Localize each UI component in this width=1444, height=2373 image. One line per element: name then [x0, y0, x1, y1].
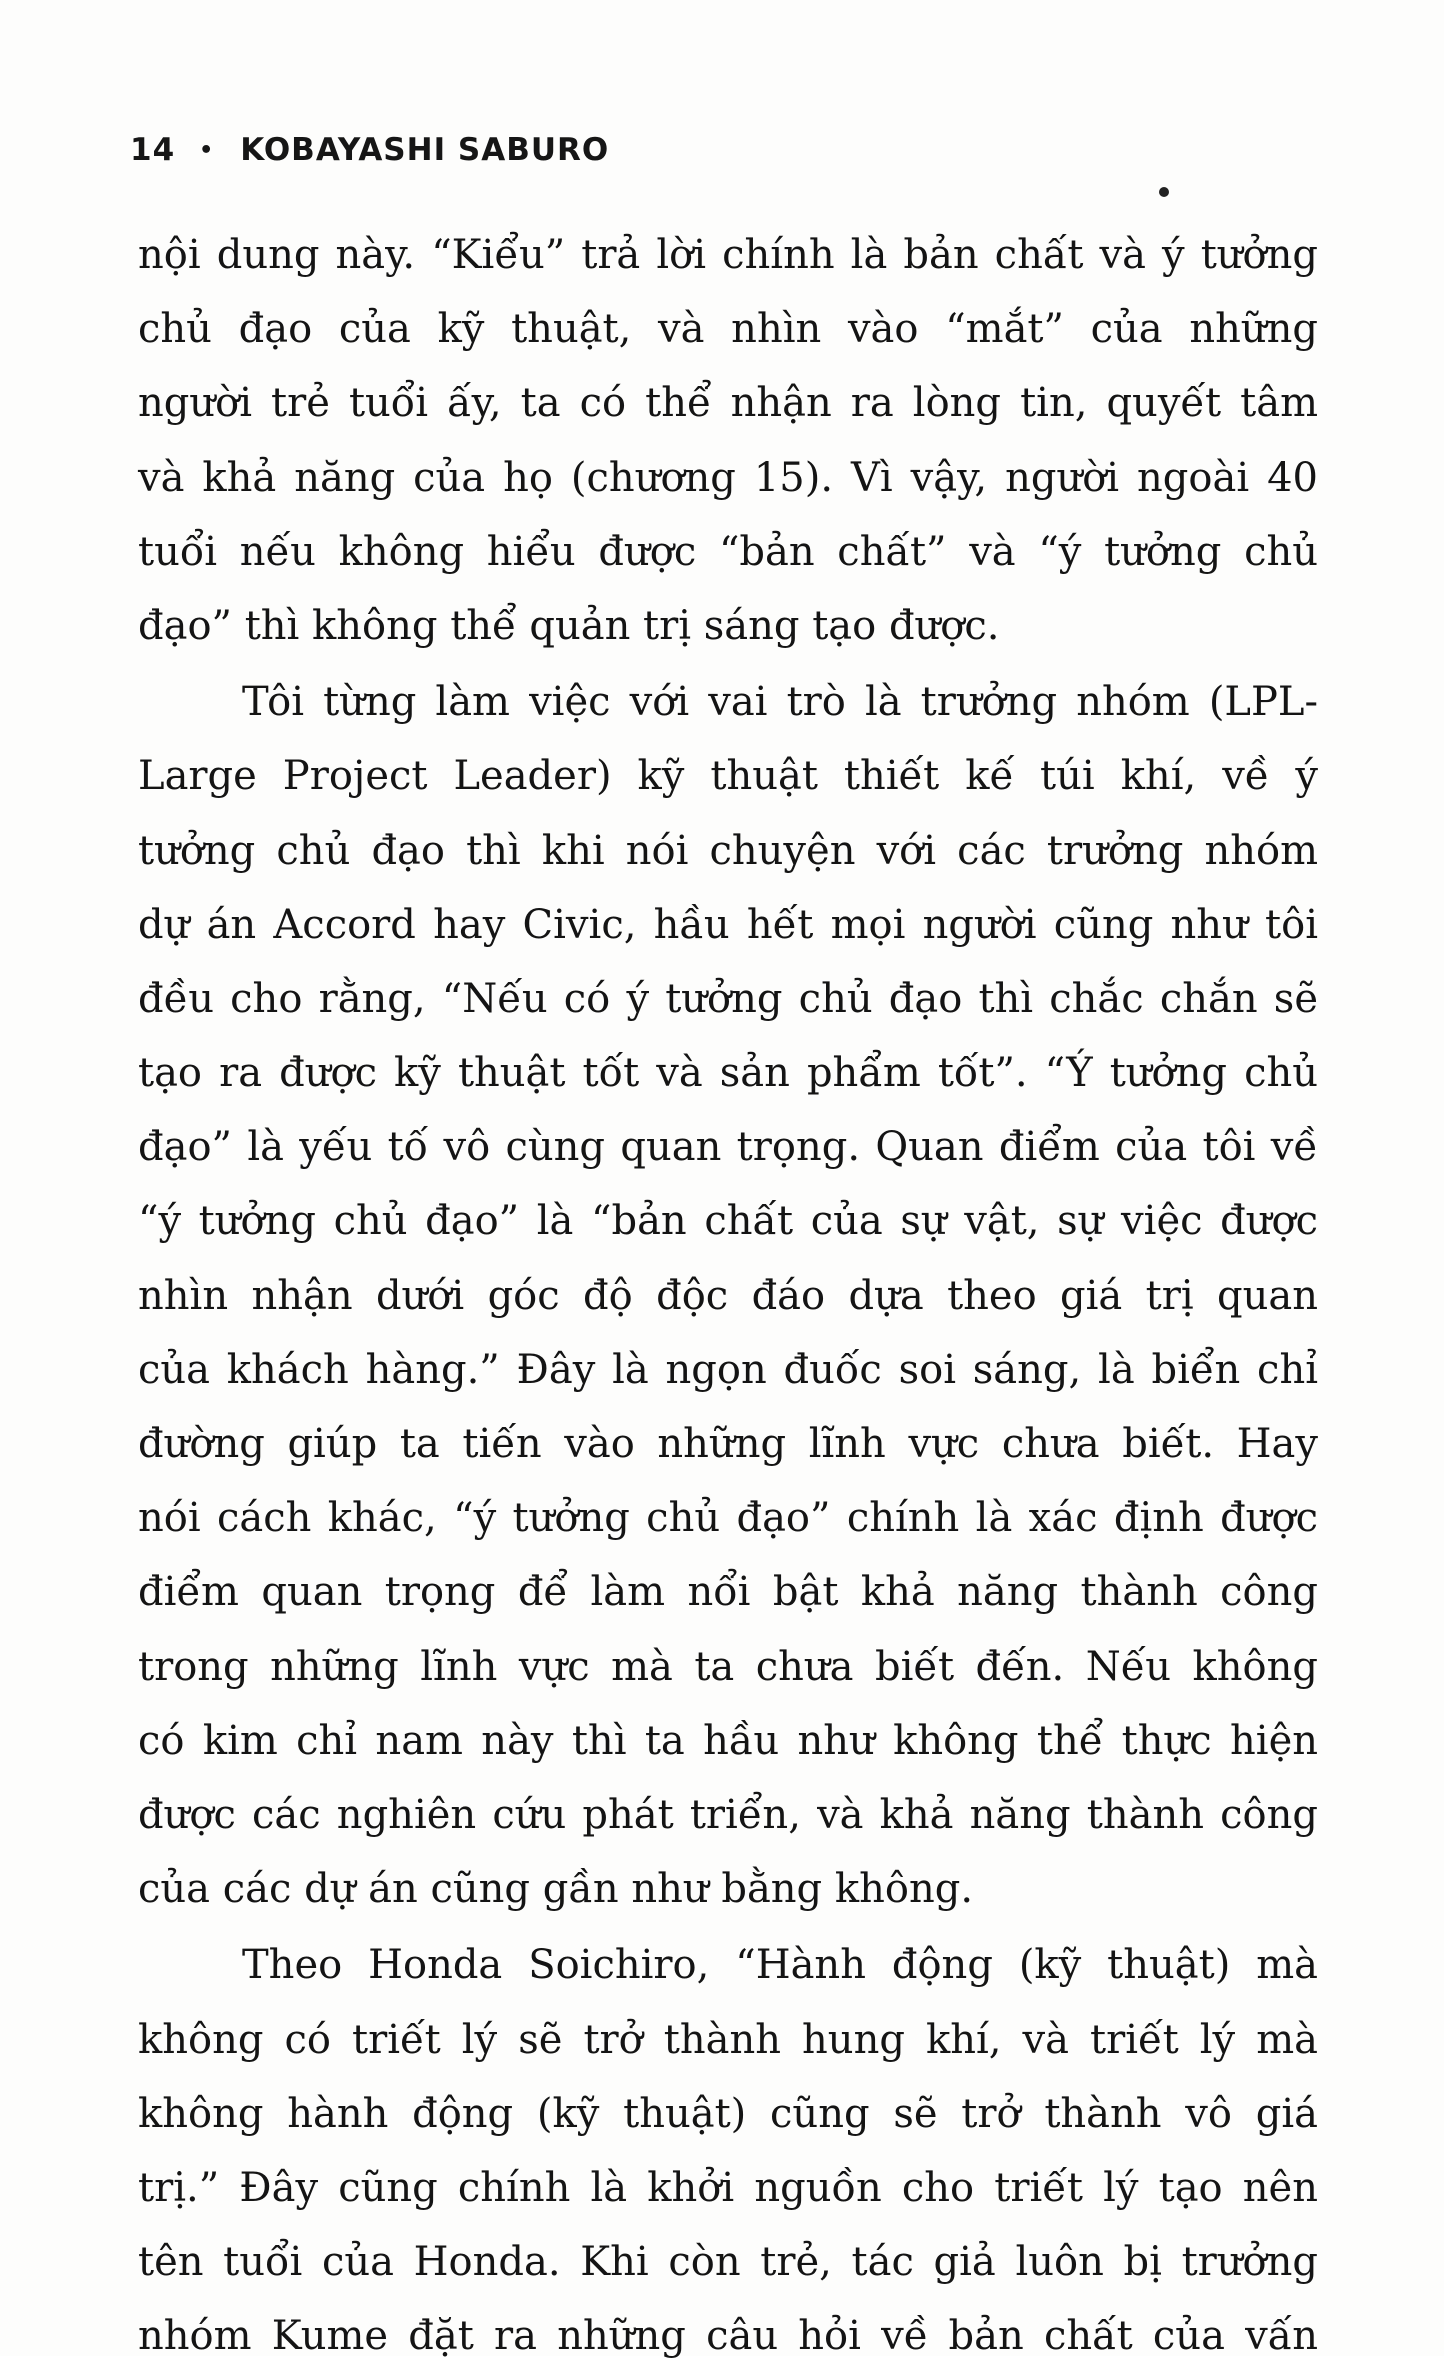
page-number: 14 — [130, 132, 176, 168]
text-line: được các nghiên cứu phát triển, và khả năng thành công — [138, 1791, 1318, 1838]
text-line: đường giúp ta tiến vào những lĩnh vực chưa biết. Hay — [138, 1421, 1318, 1467]
text-line: tưởng chủ đạo thì khi nói chuyện với các trưởng nhóm — [138, 827, 1318, 874]
text-line: và khả năng của họ (chương 15). Vì vậy, người ngoài 40 — [138, 454, 1318, 501]
text-line: chủ đạo của kỹ thuật, và nhìn vào “mắt” của những — [138, 306, 1318, 353]
text-line: nhìn nhận dưới góc độ độc đáo dựa theo giá trị quan — [138, 1272, 1318, 1319]
text-line: không hành động (kỹ thuật) cũng sẽ trở thành vô giá — [138, 2090, 1318, 2137]
text-line: nhóm Kume đặt ra những câu hỏi về bản chất của vấn — [138, 2313, 1318, 2360]
text-line: không có triết lý sẽ trở thành hung khí, và triết lý mà — [138, 2016, 1318, 2063]
text-line: đạo” thì không thể quản trị sáng tạo được. — [138, 602, 1000, 649]
paragraph-1 — [138, 218, 1318, 663]
text-line: nói cách khác, “ý tưởng chủ đạo” chính là xác định được — [138, 1495, 1318, 1542]
body-text — [138, 218, 1318, 2373]
header-separator: • — [199, 137, 215, 163]
text-line: trong những lĩnh vực mà ta chưa biết đến. Nếu không — [138, 1643, 1318, 1690]
text-line: trị.” Đây cũng chính là khởi nguồn cho triết lý tạo nên — [138, 2164, 1318, 2211]
text-line: đạo” là yếu tố vô cùng quan trọng. Quan điểm của tôi về — [138, 1124, 1318, 1171]
paragraph-2 — [138, 665, 1318, 1926]
author-name: KOBAYASHI SABURO — [240, 132, 610, 168]
text-line: dự án Accord hay Civic, hầu hết mọi người cũng như tôi — [138, 901, 1318, 948]
text-line: nội dung này. “Kiểu” trả lời chính là bản chất và ý tưởng — [138, 232, 1318, 278]
text-line: Tôi từng làm việc với vai trò là trưởng nhóm (LPL- — [242, 679, 1318, 726]
text-line: Large Project Leader) kỹ thuật thiết kế túi khí, về ý — [138, 753, 1318, 800]
text-line: của các dự án cũng gần như bằng không. — [138, 1866, 974, 1913]
ink-dot — [1159, 187, 1169, 197]
text-line: của khách hàng.” Đây là ngọn đuốc soi sáng, là biển chỉ — [138, 1346, 1318, 1393]
text-line: “ý tưởng chủ đạo” là “bản chất của sự vật, sự việc được — [138, 1198, 1318, 1245]
text-line: người trẻ tuổi ấy, ta có thể nhận ra lòng tin, quyết tâm — [138, 380, 1318, 427]
text-line: tên tuổi của Honda. Khi còn trẻ, tác giả luôn bị trưởng — [138, 2239, 1318, 2286]
text-line: có kim chỉ nam này thì ta hầu như không thể thực hiện — [138, 1717, 1318, 1764]
text-line: tuổi nếu không hiểu được “bản chất” và “ý tưởng chủ — [138, 528, 1318, 575]
text-line: tạo ra được kỹ thuật tốt và sản phẩm tốt”. “Ý tưởng chủ — [138, 1050, 1318, 1097]
text-line: đều cho rằng, “Nếu có ý tưởng chủ đạo thì chắc chắn sẽ — [138, 975, 1318, 1022]
running-header — [130, 128, 609, 172]
paragraph-3 — [138, 1928, 1318, 2373]
text-line: Theo Honda Soichiro, “Hành động (kỹ thuật) mà — [242, 1942, 1318, 1989]
text-line: điểm quan trọng để làm nổi bật khả năng thành công — [138, 1569, 1318, 1616]
